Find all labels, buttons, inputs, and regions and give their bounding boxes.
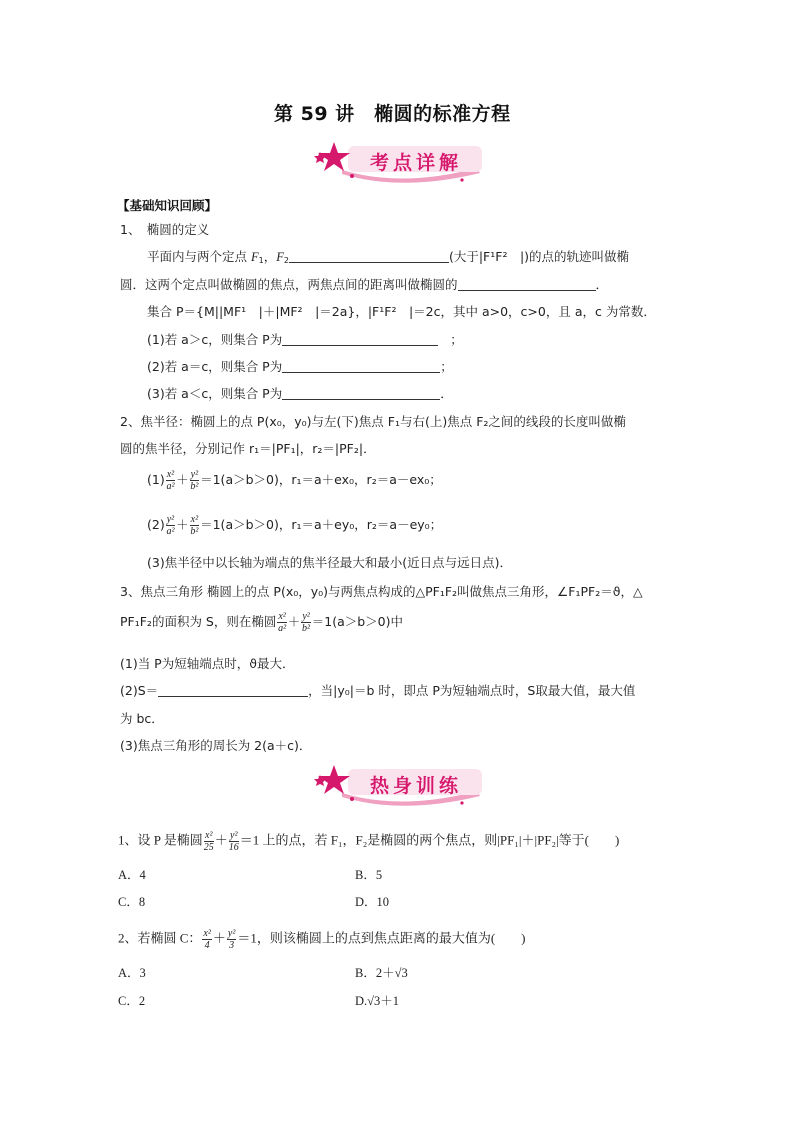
text: (2) — [147, 517, 165, 532]
fraction: $\frac{\text{y²}}{\text{b²}}$ — [302, 611, 311, 634]
blank — [282, 387, 440, 400]
fraction: $\frac{\text{y²}}{16}$ — [228, 830, 239, 853]
banner-reshen — [312, 763, 484, 807]
page-title: 第 59 讲 椭圆的标准方程 — [274, 103, 511, 125]
s1-line-2 — [120, 277, 608, 293]
s3-line-1: 3、焦点三角形 椭圆上的点 P(x₀，y₀)与两焦点构成的△PF₁F₂叫做焦点三角形，∠F₁PF₂＝ϑ，△ — [120, 584, 643, 599]
text: (2)S＝ — [120, 683, 159, 698]
blank — [282, 333, 438, 346]
q1-option-d[interactable]: D．10 — [355, 895, 390, 909]
banner-kaodian — [312, 140, 484, 184]
q1-option-a[interactable]: A．4 — [118, 868, 146, 882]
fraction: $\frac{\text{x²}}{\text{b²}}$ — [190, 514, 199, 537]
s3-point-2-cont: 为 bc． — [120, 711, 164, 726]
s1-case-2 — [147, 359, 453, 375]
text: ＋ — [214, 832, 228, 848]
blank — [458, 278, 596, 291]
text: 平面内与两个定点 — [147, 249, 251, 264]
blank — [158, 684, 308, 697]
text: 2、若椭圆 C： — [118, 930, 202, 946]
text: (1)若 a＞c，则集合 P为 — [147, 332, 283, 347]
q1-option-c[interactable]: C．8 — [118, 895, 146, 909]
text: ＋ — [176, 517, 189, 532]
text: PF₁F₂的面积为 S，则在椭圆 — [120, 614, 277, 629]
fraction: $\frac{\text{y²}}{\text{a²}}$ — [166, 514, 175, 537]
text: ． — [440, 386, 453, 401]
fraction: $\frac{\text{x²}}{25}$ — [203, 830, 214, 853]
fraction: $\frac{\text{x²}}{\text{a²}}$ — [278, 611, 287, 634]
text: ＝1(a＞b＞0)，r₁＝a＋ey₀，r₂＝a－ey₀； — [200, 517, 443, 532]
blank — [282, 360, 440, 373]
text: ＝1(a＞b＞0)，r₁＝a＋ex₀，r₂＝a－ex₀； — [200, 472, 442, 487]
s3-line-2 — [120, 611, 403, 634]
text: ； — [440, 359, 453, 374]
q2-option-c[interactable]: C．2 — [118, 994, 146, 1008]
s3-point-3: (3)焦点三角形的周长为 2(a＋c)． — [120, 738, 312, 753]
fraction: $\frac{\text{x²}}{4}$ — [203, 928, 211, 951]
question-2 — [118, 928, 525, 951]
text: (3)若 a＜c，则集合 P为 — [147, 386, 283, 401]
fraction: $\frac{\text{y²}}{3}$ — [227, 928, 236, 951]
s3-point-1: (1)当 P为短轴端点时，ϑ最大． — [120, 656, 295, 671]
text: ； — [450, 332, 463, 347]
text: (1) — [147, 472, 165, 487]
text: ＋ — [176, 472, 189, 487]
text: (2)若 a＝c，则集合 P为 — [147, 359, 283, 374]
q2-option-a[interactable]: A．3 — [118, 966, 146, 980]
text: ＝1 上的点，若 F₁，F₂是椭圆的两个焦点，则|PF₁|＋|PF₂|等于( ) — [239, 832, 620, 848]
q1-option-b[interactable]: B．5 — [355, 868, 383, 882]
section-heading: 【基础知识回顾】 — [117, 198, 218, 213]
s3-point-2 — [120, 683, 635, 699]
s1-line-1: 平面内与两个定点 $F_1$，$F_2$ (大于|F¹F² |)的点的轨迹叫做椭 — [147, 249, 630, 265]
s2-line-2: 圆的焦半径，分别记作 r₁＝|PF₁|，r₂＝|PF₂|． — [120, 441, 376, 456]
s2-formula-1 — [147, 469, 442, 492]
fraction: $\frac{\text{x²}}{\text{a²}}$ — [166, 469, 175, 492]
q2-option-b[interactable]: B．2＋√3 — [355, 966, 408, 980]
text: ＝1(a＞b＞0)中 — [311, 614, 404, 629]
text: ． — [595, 277, 609, 292]
text: (大于|F¹F² |)的点的轨迹叫做椭 — [448, 249, 630, 264]
s2-formula-2 — [147, 514, 442, 537]
fraction: $\frac{\text{y²}}{\text{b²}}$ — [190, 469, 199, 492]
banner-label: 热身训练 — [370, 775, 463, 797]
text: F — [276, 250, 284, 264]
text: ， — [263, 249, 277, 264]
s1-case-1 — [147, 332, 463, 348]
blank — [289, 250, 449, 263]
q2-option-d[interactable]: D.√3＋1 — [355, 994, 400, 1008]
text: F — [250, 250, 259, 264]
banner-label: 考点详解 — [370, 152, 463, 174]
s2-line-1: 2、焦半径：椭圆上的点 P(x₀，y₀)与左(下)焦点 F₁与右(上)焦点 F₂之间的线段的长度叫做椭 — [120, 414, 626, 429]
text: ＋ — [212, 930, 226, 946]
text: ＝1，则该椭圆上的点到焦点距离的最大值为( ) — [237, 930, 526, 946]
text: 圆．这两个定点叫做椭圆的焦点，两焦点间的距离叫做椭圆的 — [120, 277, 458, 292]
question-1 — [118, 830, 619, 853]
s2-line-3: (3)焦半径中以长轴为端点的焦半径最大和最小(近日点与远日点)． — [147, 555, 512, 570]
s1-case-3 — [147, 386, 453, 402]
text: ＋ — [287, 614, 301, 629]
s1-heading: 1、 椭圆的定义 — [120, 222, 210, 237]
s1-line-3: 集合 P＝{M||MF¹ |＋|MF² |＝2a}，|F¹F² |＝2c，其中 a>0，c>0，且 a，c 为常数． — [147, 304, 656, 319]
text: ，当|y₀|＝b 时，即点 P为短轴端点时，S取最大值，最大值 — [308, 683, 636, 698]
text: 1、设 P 是椭圆 — [118, 832, 203, 848]
